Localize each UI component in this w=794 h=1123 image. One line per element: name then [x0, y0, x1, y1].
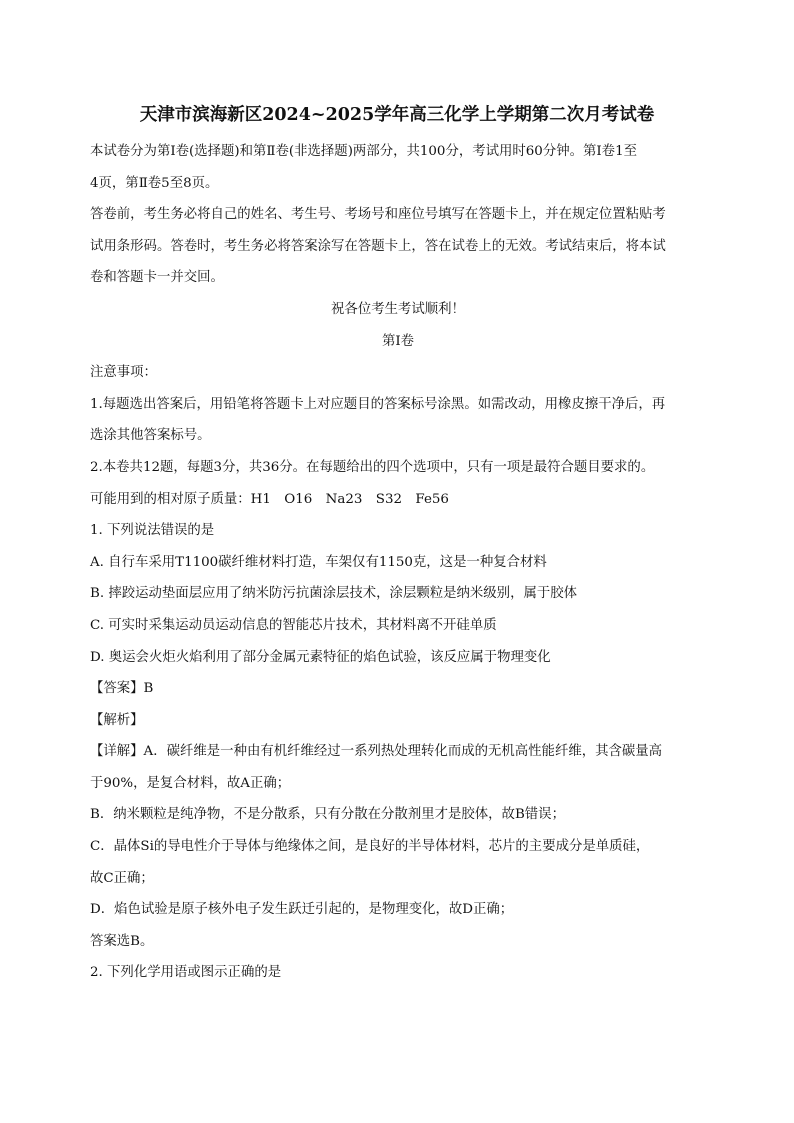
intro-line: 4页，第Ⅱ卷5至8页。 — [90, 175, 219, 191]
question-stem: 1. 下列说法错误的是 — [90, 523, 215, 539]
question-1 — [90, 515, 706, 957]
analysis-line: 【详解】A．碳纤维是一种由有机纤维经过一系列热处理转化而成的无机高性能纤维，其含碳量高 — [90, 744, 663, 760]
analysis-line: B．纳米颗粒是纯净物，不是分散系，只有分散在分散剂里才是胶体，故B错误； — [90, 807, 565, 823]
intro-line: 试用条形码。答卷时，考生务必将答案涂写在答题卡上，答在试卷上的无效。考试结束后，将本试 — [90, 238, 666, 254]
option-c: C. 可实时采集运动员运动信息的智能芯片技术，其材料离不开硅单质 — [90, 617, 497, 633]
intro-line: 卷和答题卡一并交回。 — [90, 270, 224, 286]
analysis-heading: 【解析】 — [90, 712, 144, 728]
section-title: 第Ⅰ卷 — [381, 333, 415, 349]
exam-title: 天津市滨海新区2024~2025学年高三化学上学期第二次月考试卷 — [139, 105, 655, 125]
question-stem: 2. 下列化学用语或图示正确的是 — [90, 965, 282, 981]
notes-heading: 注意事项： — [90, 365, 157, 381]
notes-line: 1.每题选出答案后，用铅笔将答题卡上对应题目的答案标号涂黑。如需改动，用橡皮擦干净后，再 — [90, 396, 666, 412]
good-luck-wish: 祝各位考生考试顺利！ — [331, 301, 465, 317]
intro-line: 本试卷分为第Ⅰ卷(选择题)和第Ⅱ卷(非选择题)两部分，共100分，考试用时60分钟。第Ⅰ卷1至 — [90, 144, 637, 159]
intro-block — [90, 136, 706, 294]
question-2 — [90, 957, 706, 989]
answer-label: 【答案】B — [90, 681, 154, 697]
analysis-line: 于90%，是复合材料，故A正确； — [90, 775, 291, 791]
analysis-line: D．焰色试验是原子核外电子发生跃迁引起的，是物理变化，故D正确； — [90, 902, 514, 918]
option-b: B. 摔跤运动垫面层应用了纳米防污抗菌涂层技术，涂层颗粒是纳米级别，属于胶体 — [90, 586, 578, 602]
analysis-line: 故C正确； — [90, 870, 154, 886]
option-d: D. 奥运会火炬火焰利用了部分金属元素特征的焰色试验，该反应属于物理变化 — [90, 649, 551, 665]
notes-block — [90, 357, 706, 515]
page-content — [90, 103, 706, 989]
option-a: A. 自行车采用T1100碳纤维材料打造，车架仅有1150克，这是一种复合材料 — [90, 554, 547, 570]
analysis-line: C．晶体Si的导电性介于导体与绝缘体之间，是良好的半导体材料，芯片的主要成分是单质硅， — [90, 839, 650, 855]
notes-line: 选涂其他答案标号。 — [90, 428, 211, 444]
intro-line: 答卷前，考生务必将自己的姓名、考生号、考场号和座位号填写在答题卡上，并在规定位置粘贴考 — [90, 207, 666, 223]
atomic-mass-line: 可能用到的相对原子质量：H1 O16 Na23 S32 Fe56 — [90, 491, 449, 507]
analysis-line: 答案选B。 — [90, 933, 154, 949]
notes-line: 2.本卷共12题，每题3分，共36分。在每题给出的四个选项中，只有一项是最符合题目要求的。 — [90, 459, 655, 475]
